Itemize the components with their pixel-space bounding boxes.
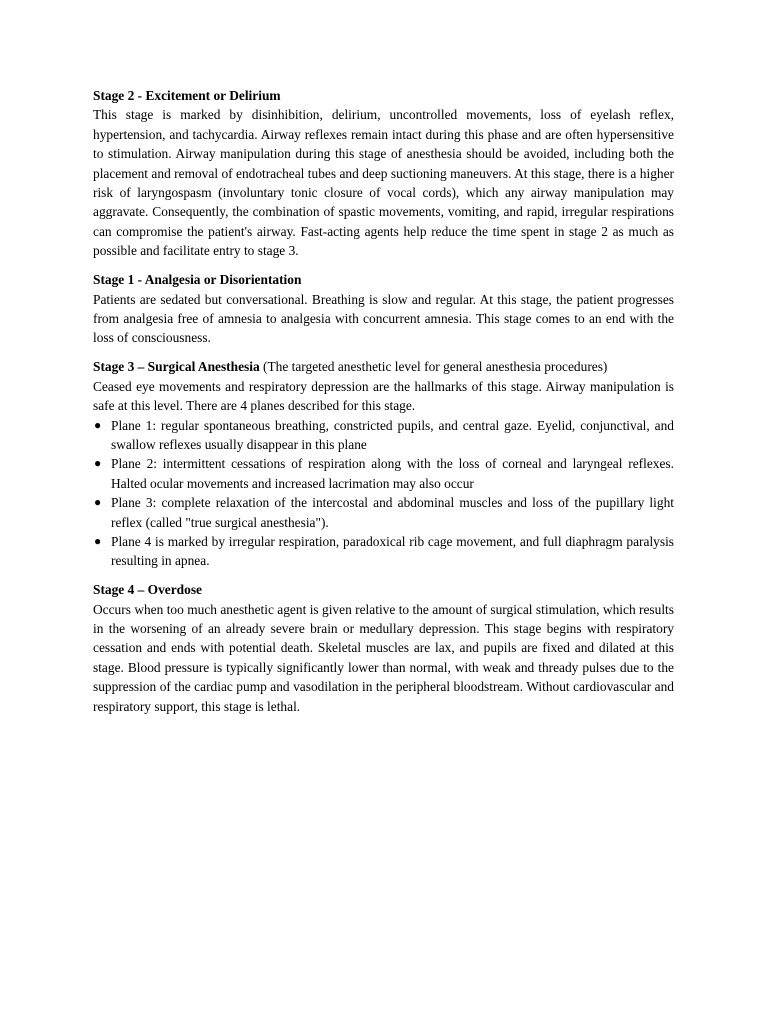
list-item [93,416,674,455]
plane-4-text: Plane 4 is marked by irregular respiration, paradoxical rib cage movement, and full diaphragm paralysis resulting in apnea. [111,533,674,569]
plane-2-text: Plane 2: intermittent cessations of respiration along with the loss of corneal and laryngeal reflexes. Halted ocular movements and increased lacrimation may also occur [111,456,674,491]
stage-1-body: Patients are sedated but conversational. Breathing is slow and regular. At this stage, the patient progresses from analgesia free of amnesia to analgesia with concurrent amnesia. This stage comes to an end with the loss of consciousness. [93,291,674,346]
planes-list [93,416,674,571]
list-item [93,493,674,532]
stage-3-heading-note: (The targeted anesthetic level for general anesthesia procedures) [259,359,608,375]
plane-3-text: Plane 3: complete relaxation of the intercostal and abdominal muscles and loss of the pupillary light reflex (called "true surgical anesthesia"). [111,495,674,530]
list-item [93,532,674,571]
bullet-icon: ● [94,456,102,471]
stage-2-heading: Stage 2 - Excitement or Delirium [93,88,281,103]
list-item [93,454,674,493]
stage-3-heading: Stage 3 – Surgical Anesthesia [93,359,260,375]
bullet-icon: ● [94,495,102,510]
section-stage-2 [93,86,674,261]
plane-1-text: Plane 1: regular spontaneous breathing, constricted pupils, and central gaze. Eyelid, conjunctival, and swallow reflexes usually disappear in this plane [111,417,674,452]
bullet-icon: ● [94,417,102,432]
stage-4-heading: Stage 4 – Overdose [93,582,202,598]
stage-2-body: This stage is marked by disinhibition, delirium, uncontrolled movements, loss of eyelash reflex, hypertension, and tachycardia. Airway reflexes remain intact during this phase and are often hypersensitive to stimulation. Airway manipulation during this stage of anesthesia should be avoided, including both the placement and removal of endotracheal tubes and deep suctioning maneuvers. At this stage, there is a higher risk of laryngospasm (involuntary tonic closure of vocal cords), which any airway manipulation may aggravate. Consequently, the combination of spastic movements, vomiting, and rapid, irregular respirations can compromise the patient's airway. Fast-acting agents help reduce the time spent in stage 2 as much as possible and facilitate entry to stage 3. [93,107,674,259]
section-stage-4 [93,580,674,716]
stage-3-body: Ceased eye movements and respiratory depression are the hallmarks of this stage. Airway manipulation is safe at this level. There are 4 planes described for this stage. [93,378,674,414]
stage-3-heading-line [93,357,674,376]
stage-1-heading: Stage 1 - Analgesia or Disorientation [93,272,302,288]
bullet-icon: ● [94,533,102,548]
document-page [93,86,674,726]
section-stage-3 [93,357,674,570]
stage-4-body: Occurs when too much anesthetic agent is given relative to the amount of surgical stimulation, which results in the worsening of an already severe brain or medullary depression. This stage begins with respiratory cessation and ends with potential death. Skeletal muscles are lax, and pupils are fixed and dilated at this stage. Blood pressure is typically significantly lower than normal, with weak and thready pulses due to the suppression of the cardiac pump and vasodilation in the peripheral bloodstream. Without cardiovascular and respiratory support, this stage is lethal. [93,601,674,714]
section-stage-1 [93,270,674,348]
